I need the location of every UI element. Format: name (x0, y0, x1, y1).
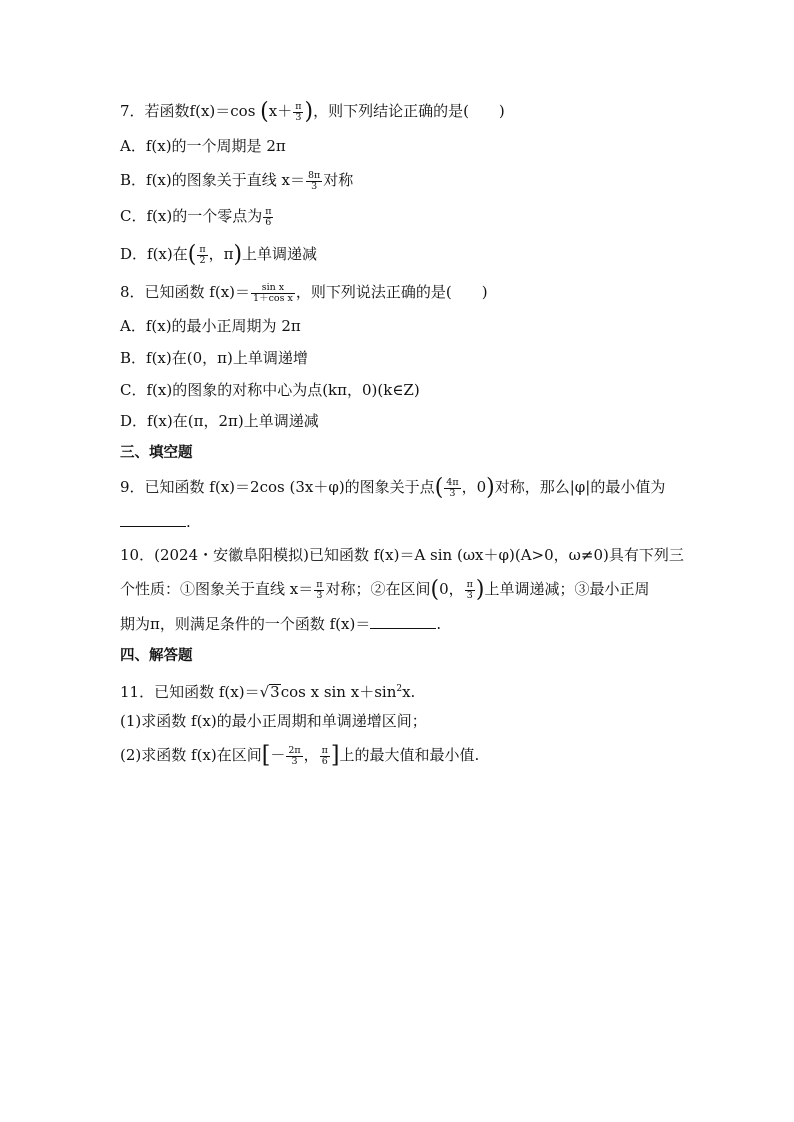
q7-cos: (x)＝cos (195, 102, 261, 120)
left-paren: ( (434, 474, 444, 501)
fraction (263, 207, 273, 228)
q7-end: ，则下列结论正确的是( ) (313, 102, 505, 120)
frac-den: 6 (321, 755, 328, 767)
frac-num: π (295, 100, 302, 112)
minus-sign: － (270, 746, 286, 764)
q9-stem (120, 475, 680, 499)
q7-c-text: C．f(x)的一个零点为 (120, 207, 263, 225)
answer-blank[interactable] (120, 512, 186, 527)
q7-option-c (120, 204, 680, 228)
frac-den: 3 (311, 180, 318, 192)
fraction (293, 102, 303, 123)
fraction (320, 746, 330, 767)
q10-l2-mid: 对称；②在区间 (325, 580, 431, 598)
q9-zero: ，0 (461, 478, 487, 496)
q7-x: x＋ (268, 102, 293, 120)
q7-option-a: A．f(x)的一个周期是 2π (120, 137, 286, 155)
left-bracket: [ (261, 742, 271, 769)
right-paren: ) (475, 576, 485, 603)
q7-f: f (189, 102, 196, 120)
q10-l2-text: 个性质：①图象关于直线 x＝ (120, 580, 314, 598)
left-paren: ( (430, 576, 440, 603)
q7-stem-text: 7．若函数 (120, 102, 190, 120)
right-paren: ) (304, 98, 314, 125)
q7-option-b (120, 168, 680, 192)
q7-d-end: 上单调递减 (242, 245, 318, 263)
q7-d-pi: ，π (208, 245, 234, 263)
q10-line3 (120, 612, 680, 636)
q10-period: . (436, 615, 442, 633)
frac-num: 8π (307, 169, 321, 181)
sqrt-sign: √ (259, 683, 270, 701)
frac-den: 6 (265, 216, 272, 228)
left-paren: ( (187, 241, 197, 268)
q10-line1: 10．(2024・安徽阜阳模拟)已知函数 f(x)＝A sin (ωx＋φ)(A>0，ω≠0)具有下列三 (120, 546, 684, 564)
right-paren: ) (233, 241, 243, 268)
q11-p2-text: (2)求函数 f(x)在区间 (120, 746, 262, 764)
q9-end: 对称，那么|φ|的最小值为 (494, 478, 666, 496)
q11-p2-end: 上的最大值和最小值. (339, 746, 480, 764)
q7-b-end: 对称 (323, 171, 354, 189)
fraction (306, 171, 322, 192)
q7-b-text: B．f(x)的图象关于直线 x＝ (120, 171, 305, 189)
answer-blank[interactable] (370, 614, 436, 629)
fraction (251, 283, 295, 304)
q9-answer-line (120, 510, 680, 534)
q7-option-d (120, 242, 680, 266)
q8-stem (120, 280, 680, 304)
frac-num: sin x (251, 283, 295, 294)
sqrt-radicand: 3 (270, 683, 280, 701)
frac-den: 3 (316, 589, 323, 601)
q8-option-d: D．f(x)在(π，2π)上单调递减 (120, 412, 319, 430)
fraction (197, 245, 207, 266)
q10-l3-text: 期为π，则满足条件的一个函数 f(x)＝ (120, 615, 371, 633)
comma: ， (303, 746, 319, 764)
frac-num: π (265, 205, 272, 217)
q8-option-a: A．f(x)的最小正周期为 2π (120, 317, 301, 335)
q11-superscript: 2 (396, 684, 403, 694)
frac-den: 3 (295, 111, 302, 123)
q10-l2-end: 上单调递减；③最小正周 (484, 580, 650, 598)
q7-d-text: D．f(x)在 (120, 245, 188, 263)
q8-end: ，则下列说法正确的是( ) (295, 283, 488, 301)
frac-den: 3 (449, 487, 456, 499)
section-fill-blank: 三、填空题 (120, 445, 193, 461)
q11-stem (120, 677, 680, 701)
frac-num: π (316, 578, 323, 590)
frac-num: 2π (288, 744, 301, 756)
frac-num: π (199, 243, 206, 255)
q11-end: x. (402, 683, 416, 701)
q8-stem-text: 8．已知函数 f(x)＝ (120, 283, 251, 301)
right-paren: ) (486, 474, 495, 501)
q10-line2 (120, 577, 680, 601)
fraction (286, 746, 302, 767)
q8-option-b: B．f(x)在(0，π)上单调递增 (120, 349, 308, 367)
q8-option-c: C．f(x)的图象的对称中心为点(kπ，0)(k∈Z) (120, 381, 420, 399)
q11-part1: (1)求函数 f(x)的最小正周期和单调递增区间； (120, 712, 427, 730)
q11-part2 (120, 743, 680, 767)
frac-num: π (321, 744, 328, 756)
fraction (314, 580, 324, 601)
q10-l2-zero: 0， (439, 580, 464, 598)
frac-num: π (466, 578, 473, 590)
q11-stem-text: 11．已知函数 f(x)＝ (120, 683, 260, 701)
frac-den: 3 (466, 589, 473, 601)
left-paren: ( (260, 98, 269, 125)
section-answer: 四、解答题 (120, 648, 193, 664)
fraction (465, 580, 475, 601)
frac-den: 2 (199, 254, 206, 266)
frac-den: 3 (291, 755, 298, 767)
fraction (444, 478, 460, 499)
q9-period: . (186, 513, 191, 531)
q7-stem (120, 99, 680, 123)
right-bracket: ] (330, 742, 340, 769)
q11-mid: cos x sin x＋sin (280, 683, 397, 701)
frac-num: 4π (446, 476, 459, 488)
frac-den: 1＋cos x (253, 292, 293, 304)
q9-stem-text: 9．已知函数 f(x)＝2cos (3x＋φ)的图象关于点 (120, 478, 435, 496)
